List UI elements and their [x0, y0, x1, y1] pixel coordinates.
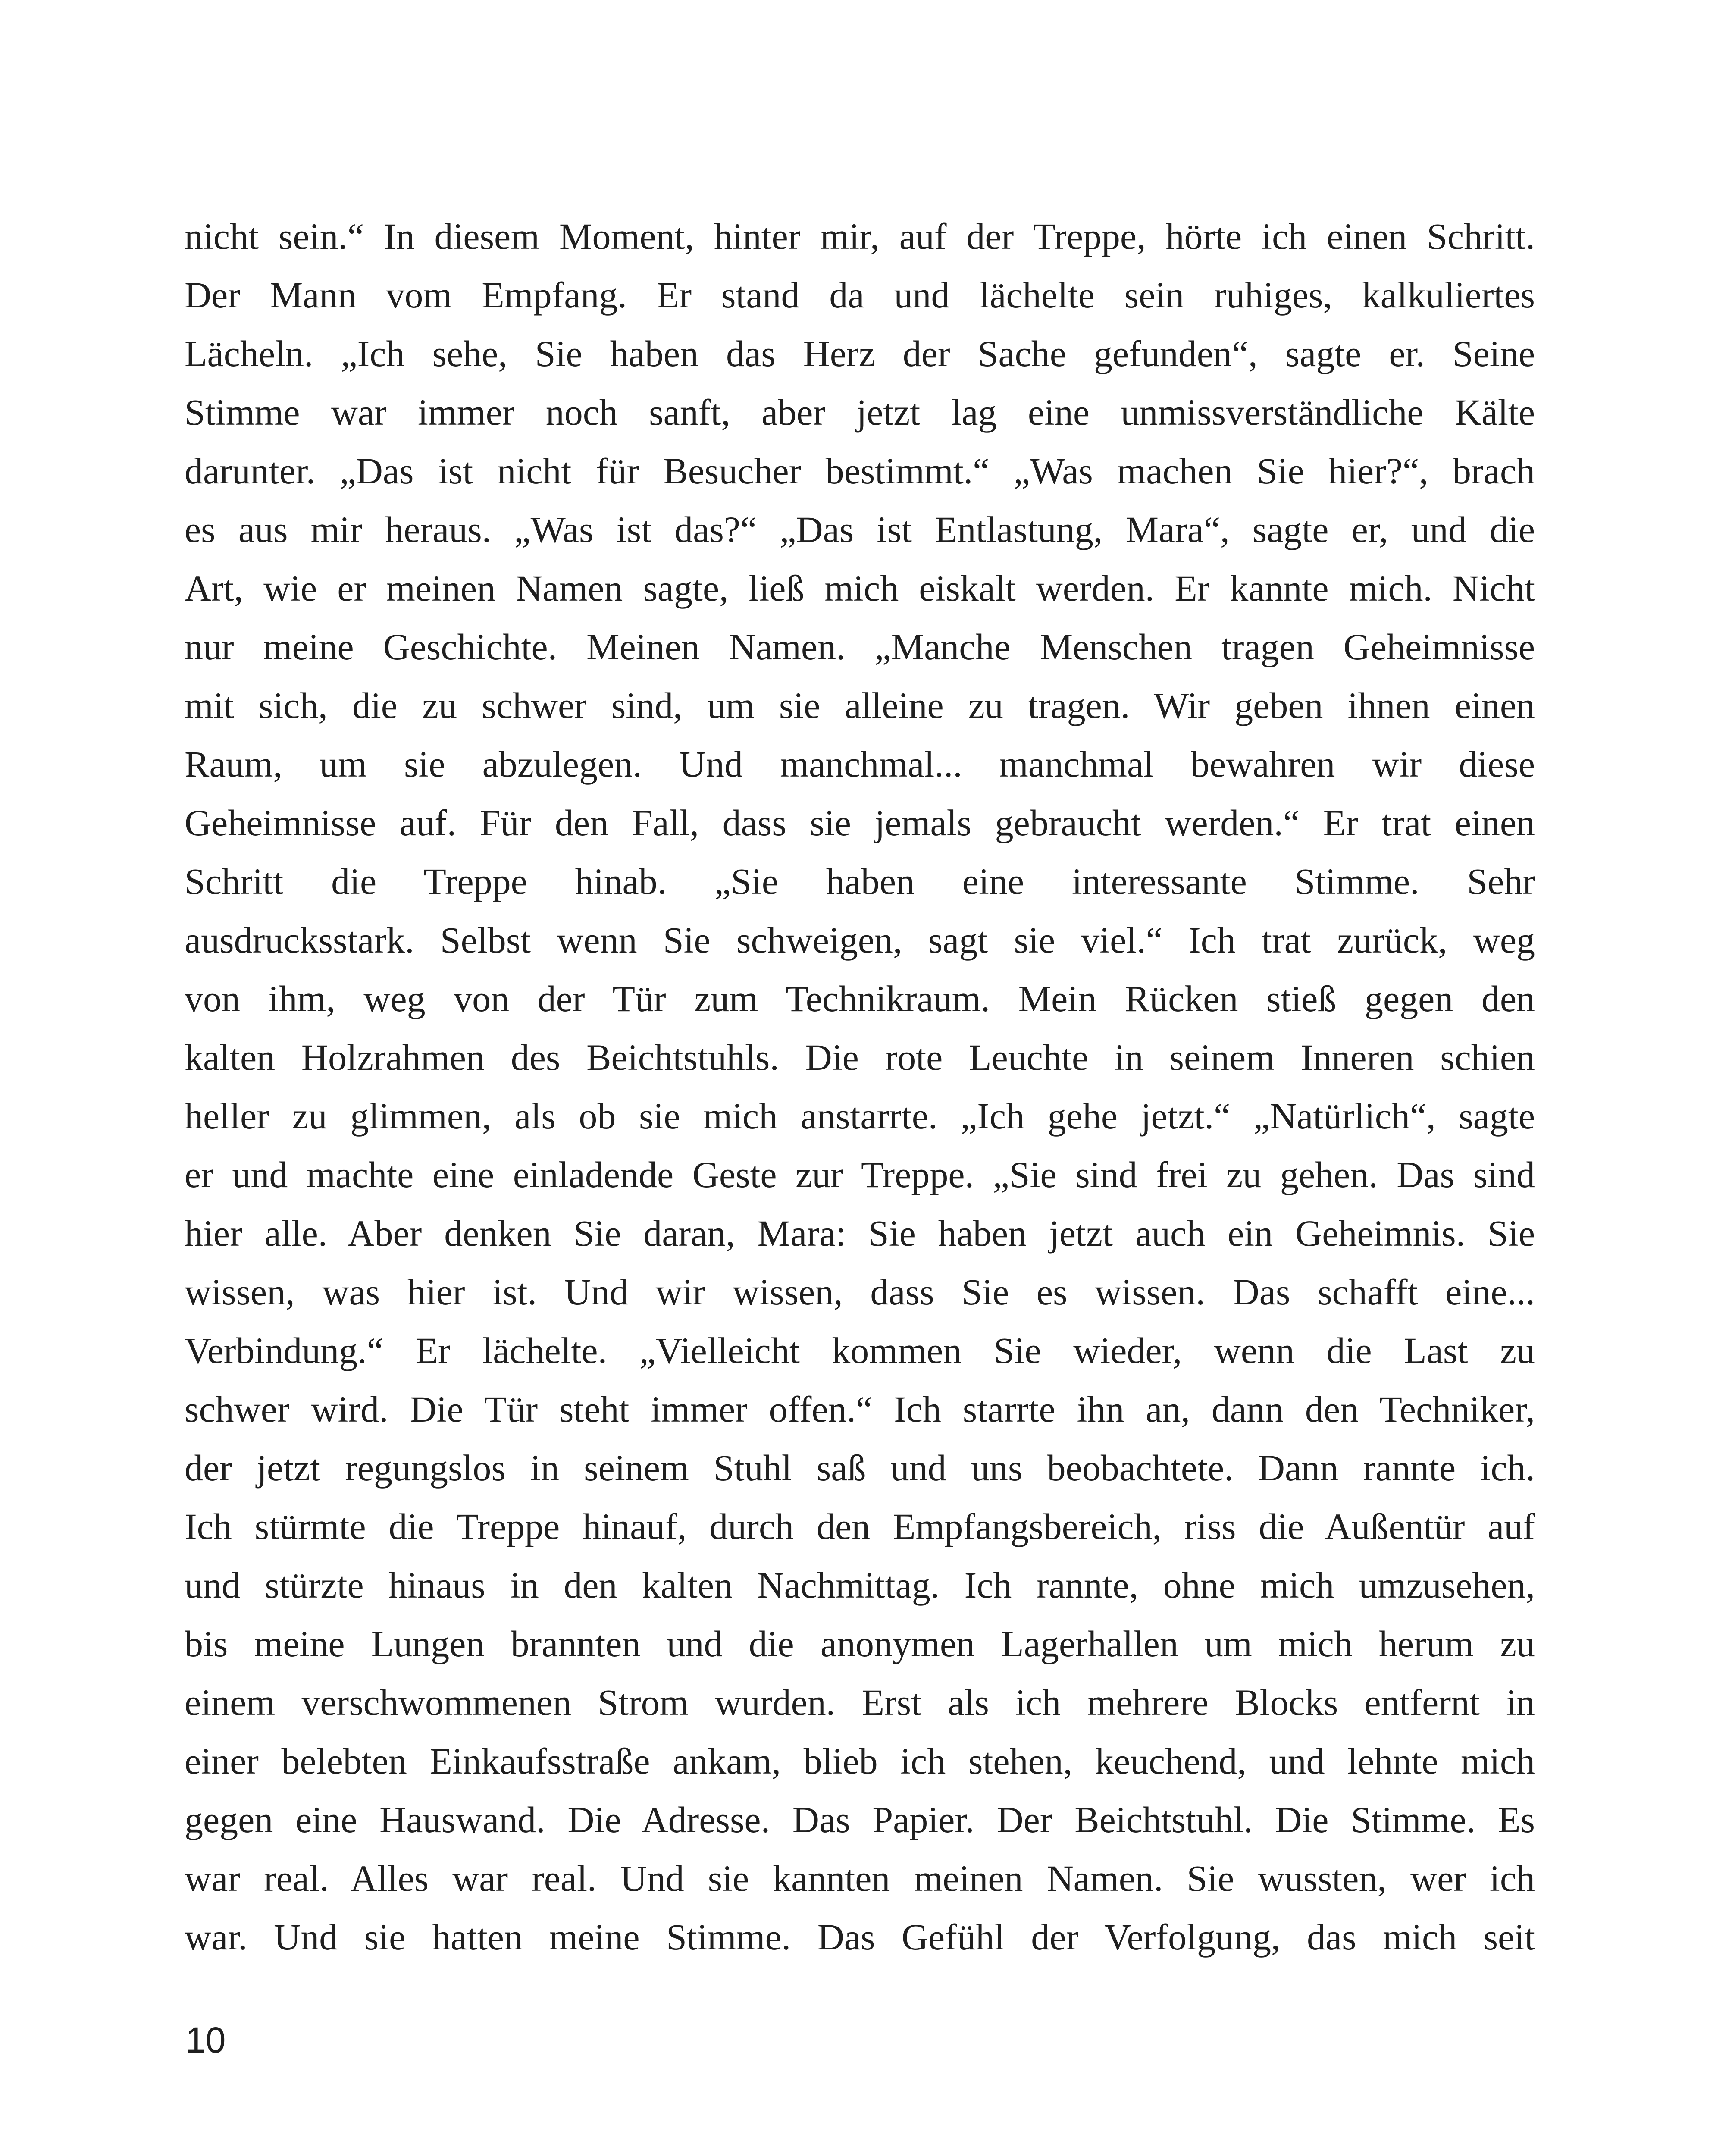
text-line: einer belebten Einkaufsstraße ankam, blieb ich stehen, keuchend, und lehnte mich: [185, 1740, 1535, 1782]
text-line: war. Und sie hatten meine Stimme. Das Gefühl der Verfolgung, das mich seit: [185, 1916, 1535, 1958]
text-line: bis meine Lungen brannten und die anonymen Lagerhallen um mich herum zu: [185, 1623, 1535, 1664]
body-text: [185, 207, 1535, 1966]
text-line: heller zu glimmen, als ob sie mich anstarrte. „Ich gehe jetzt.“ „Natürlich“, sagte: [185, 1095, 1535, 1137]
text-line: es aus mir heraus. „Was ist das?“ „Das ist Entlastung, Mara“, sagte er, und die: [185, 509, 1535, 550]
text-line: der jetzt regungslos in seinem Stuhl saß und uns beobachtete. Dann rannte ich.: [185, 1447, 1535, 1489]
text-line: darunter. „Das ist nicht für Besucher bestimmt.“ „Was machen Sie hier?“, brach: [185, 450, 1535, 492]
text-line: Geheimnisse auf. Für den Fall, dass sie jemals gebraucht werden.“ Er trat einen: [185, 802, 1535, 843]
text-line: Verbindung.“ Er lächelte. „Vielleicht kommen Sie wieder, wenn die Last zu: [185, 1330, 1535, 1371]
text-line: Art, wie er meinen Namen sagte, ließ mich eiskalt werden. Er kannte mich. Nicht: [185, 567, 1535, 609]
text-line: war real. Alles war real. Und sie kannten meinen Namen. Sie wussten, wer ich: [185, 1858, 1535, 1899]
text-line: von ihm, weg von der Tür zum Technikraum. Mein Rücken stieß gegen den: [185, 978, 1535, 1019]
text-line: ausdrucksstark. Selbst wenn Sie schweigen, sagt sie viel.“ Ich trat zurück, weg: [185, 919, 1535, 961]
text-line: er und machte eine einladende Geste zur Treppe. „Sie sind frei zu gehen. Das sind: [185, 1154, 1535, 1195]
text-line: schwer wird. Die Tür steht immer offen.“ Ich starrte ihn an, dann den Techniker,: [185, 1388, 1535, 1430]
text-line: kalten Holzrahmen des Beichtstuhls. Die rote Leuchte in seinem Inneren schien: [185, 1037, 1535, 1078]
text-line: mit sich, die zu schwer sind, um sie alleine zu tragen. Wir geben ihnen einen: [185, 685, 1535, 726]
text-line: wissen, was hier ist. Und wir wissen, dass Sie es wissen. Das schafft eine...: [185, 1271, 1535, 1313]
text-line: Raum, um sie abzulegen. Und manchmal... manchmal bewahren wir diese: [185, 743, 1535, 785]
text-line: Schritt die Treppe hinab. „Sie haben eine interessante Stimme. Sehr: [185, 861, 1535, 902]
text-line: einem verschwommenen Strom wurden. Erst als ich mehrere Blocks entfernt in: [185, 1682, 1535, 1723]
text-line: nur meine Geschichte. Meinen Namen. „Manche Menschen tragen Geheimnisse: [185, 626, 1535, 667]
text-line: nicht sein.“ In diesem Moment, hinter mir, auf der Treppe, hörte ich einen Schritt.: [185, 216, 1535, 257]
page-number: 10: [185, 2020, 226, 2060]
text-line: Ich stürmte die Treppe hinauf, durch den Empfangsbereich, riss die Außentür auf: [185, 1506, 1535, 1547]
text-line: hier alle. Aber denken Sie daran, Mara: Sie haben jetzt auch ein Geheimnis. Sie: [185, 1213, 1535, 1254]
text-line: und stürzte hinaus in den kalten Nachmittag. Ich rannte, ohne mich umzusehen,: [185, 1564, 1535, 1606]
text-line: gegen eine Hauswand. Die Adresse. Das Papier. Der Beichtstuhl. Die Stimme. Es: [185, 1799, 1535, 1840]
text-line: Stimme war immer noch sanft, aber jetzt lag eine unmissverständliche Kälte: [185, 392, 1535, 433]
text-line: Lächeln. „Ich sehe, Sie haben das Herz der Sache gefunden“, sagte er. Seine: [185, 333, 1535, 374]
text-line: Der Mann vom Empfang. Er stand da und lächelte sein ruhiges, kalkuliertes: [185, 274, 1535, 316]
